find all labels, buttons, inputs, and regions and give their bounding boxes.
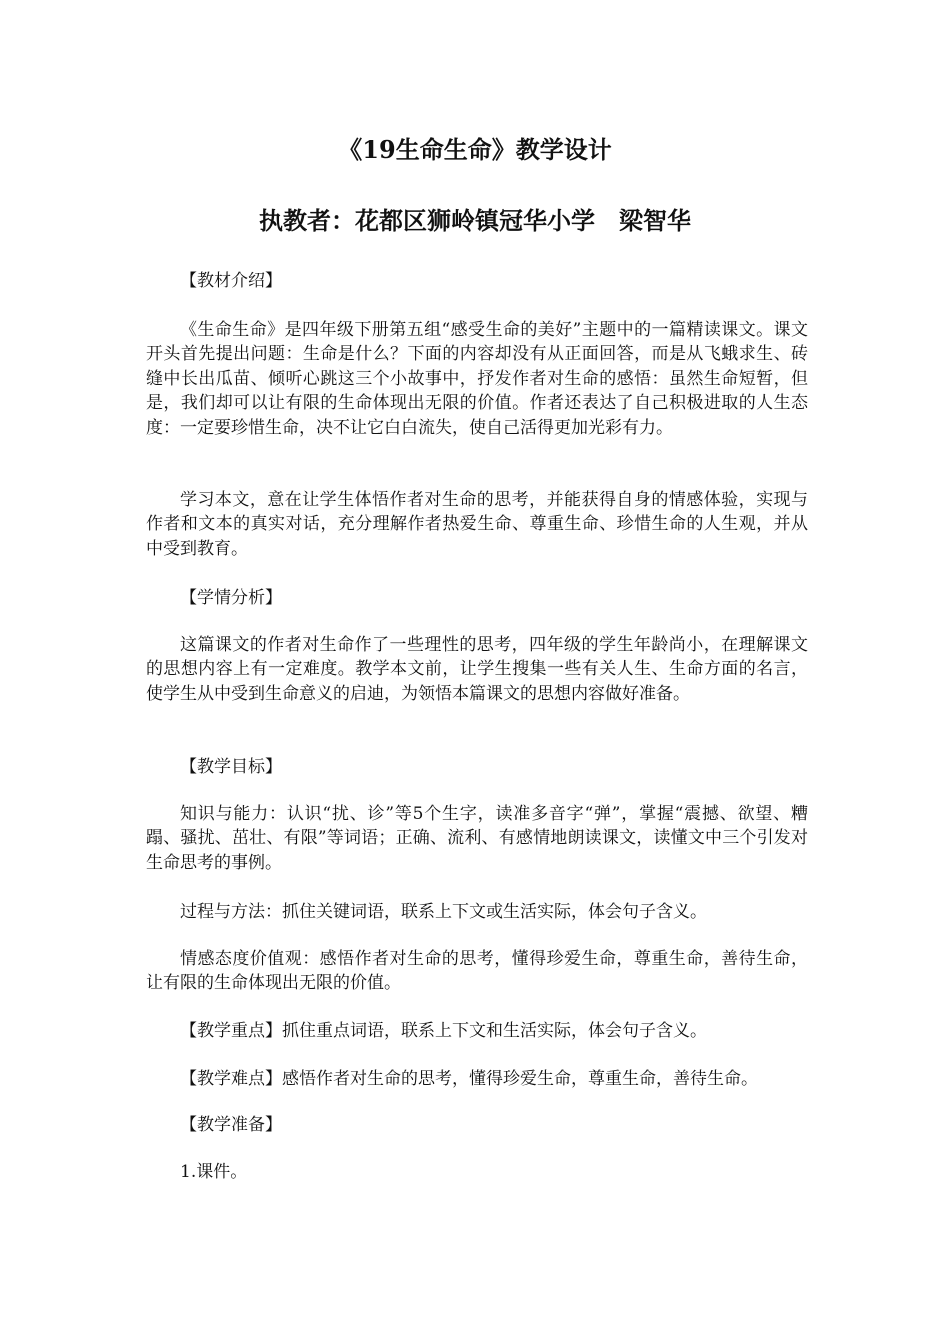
paragraph-teaching-focus: 【教学重点】抓住重点词语，联系上下文和生活实际，体会句子含义。 (180, 1021, 707, 1041)
paragraph-teaching-difficulty: 【教学难点】感悟作者对生命的思考，懂得珍爱生命，尊重生命，善待生命。 (180, 1069, 758, 1089)
paragraph-goal-process: 过程与方法：抓住关键词语，联系上下文或生活实际，体会句子含义。 (180, 902, 707, 922)
paragraph-prep-courseware: 1.课件。 (180, 1162, 248, 1182)
section-heading-teaching-goals: 【教学目标】 (180, 757, 282, 777)
paragraph-goal-knowledge: 知识与能力：认识“扰、诊”等5个生字，读准多音字“弹”，掌握“震撼、欲望、糟蹋、骚扰、茁壮、有限”等词语；正确、流利、有感情地朗读课文，读懂文中三个引发对生命思考的事例。 (146, 804, 808, 873)
paragraph-textbook-intro-2: 学习本文，意在让学生体悟作者对生命的思考，并能获得自身的情感体验，实现与作者和文本的真实对话，充分理解作者热爱生命、尊重生命、珍惜生命的人生观，并从中受到教育。 (146, 490, 808, 559)
paragraph-student-analysis: 这篇课文的作者对生命作了一些理性的思考，四年级的学生年龄尚小，在理解课文的思想内容上有一定难度。教学本文前，让学生搜集一些有关人生、生命方面的名言，使学生从中受到生命意义的启迪，为领悟本篇课文的思想内容做好准备。 (146, 635, 808, 704)
paragraph-goal-emotion: 情感态度价值观：感悟作者对生命的思考，懂得珍爱生命，尊重生命，善待生命，让有限的生命体现出无限的价值。 (146, 949, 808, 994)
section-heading-student-analysis: 【学情分析】 (180, 588, 282, 608)
document-title: 《19生命生命》教学设计 (338, 135, 612, 164)
paragraph-textbook-intro-1: 《生命生命》是四年级下册第五组“感受生命的美好”主题中的一篇精读课文。课文开头首先提出问题：生命是什么？下面的内容却没有从正面回答，而是从飞蛾求生、砖缝中长出瓜苗、倾听心跳这三个小故事中，抒发作者对生命的感悟：虽然生命短暂，但是，我们却可以让有限的生命体现出无限的价值。作者还表达了自己积极进取的人生态度：一定要珍惜生命，决不让它白白流失，使自己活得更加光彩有力。 (146, 320, 808, 438)
author-line: 执教者：花都区狮岭镇冠华小学 梁智华 (259, 206, 691, 235)
section-heading-teaching-prep: 【教学准备】 (180, 1115, 282, 1135)
section-heading-textbook-intro: 【教材介绍】 (180, 271, 282, 291)
